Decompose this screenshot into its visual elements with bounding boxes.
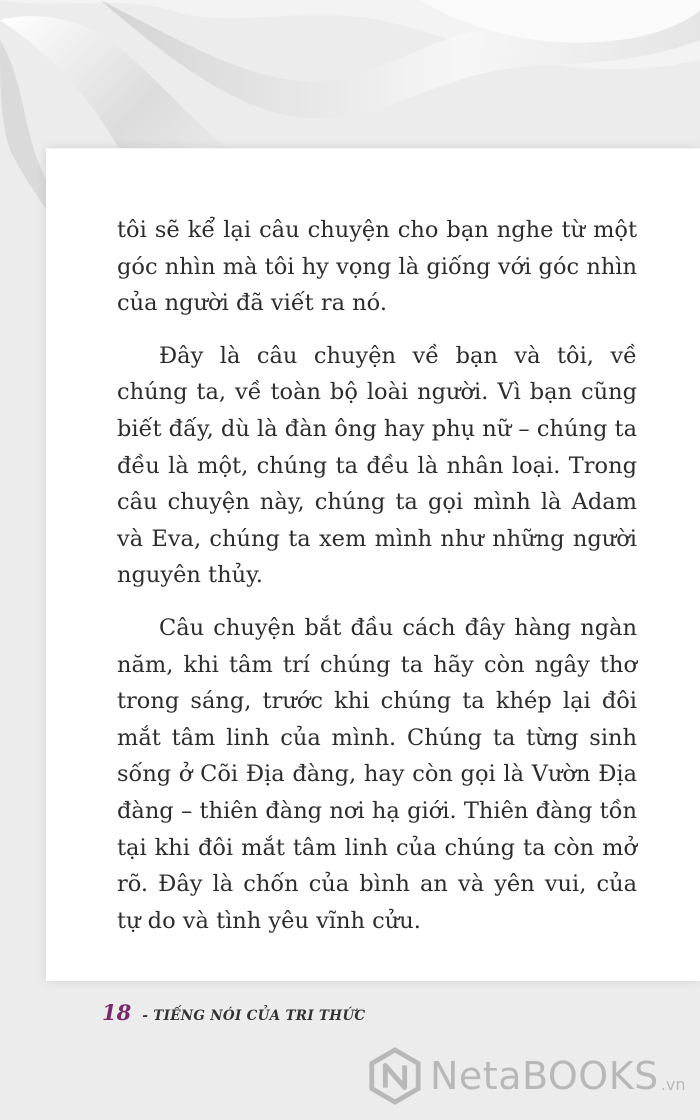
watermark-text: NetaBOOKS bbox=[430, 1054, 659, 1098]
paragraph-1: tôi sẽ kể lại câu chuyện cho bạn nghe từ một góc nhìn mà tôi hy vọng là giống với góc nhìn của người đã viết ra nó. bbox=[117, 217, 637, 317]
page-number: 18 bbox=[102, 1000, 132, 1025]
running-title: - TIẾNG NÓI CỦA TRI THỨC bbox=[142, 1008, 366, 1024]
watermark-suffix: .vn bbox=[660, 1074, 686, 1094]
paragraph-2: Đây là câu chuyện về bạn và tôi, về chúng ta, về toàn bộ loài người. Vì bạn cũng biết đấy, dù là đàn ông hay phụ nữ – chúng ta đều là một, chúng ta đều là nhân loại. Trong câu chuyện này, chúng ta gọi mình là Adam và Eva, chúng ta xem mình như những người nguyên thủy. bbox=[117, 342, 637, 589]
netabooks-logo-icon bbox=[366, 1047, 424, 1105]
watermark bbox=[366, 1044, 685, 1108]
page-footer bbox=[102, 1000, 365, 1025]
body-text bbox=[117, 212, 637, 955]
paragraph-3: Câu chuyện bắt đầu cách đây hàng ngàn năm, khi tâm trí chúng ta hãy còn ngây thơ trong sáng, trước khi chúng ta khép lại đôi mắt tâm linh của mình. Chúng ta từng sinh sống ở Cõi Địa đàng, hay còn gọi là Vườn Địa đàng – thiên đàng nơi hạ giới. Thiên đàng tồn tại khi đôi mắt tâm linh của chúng ta còn mở rõ. Đây là chốn của bình an và yên vui, của tự do và tình yêu vĩnh cửu. bbox=[117, 614, 637, 934]
